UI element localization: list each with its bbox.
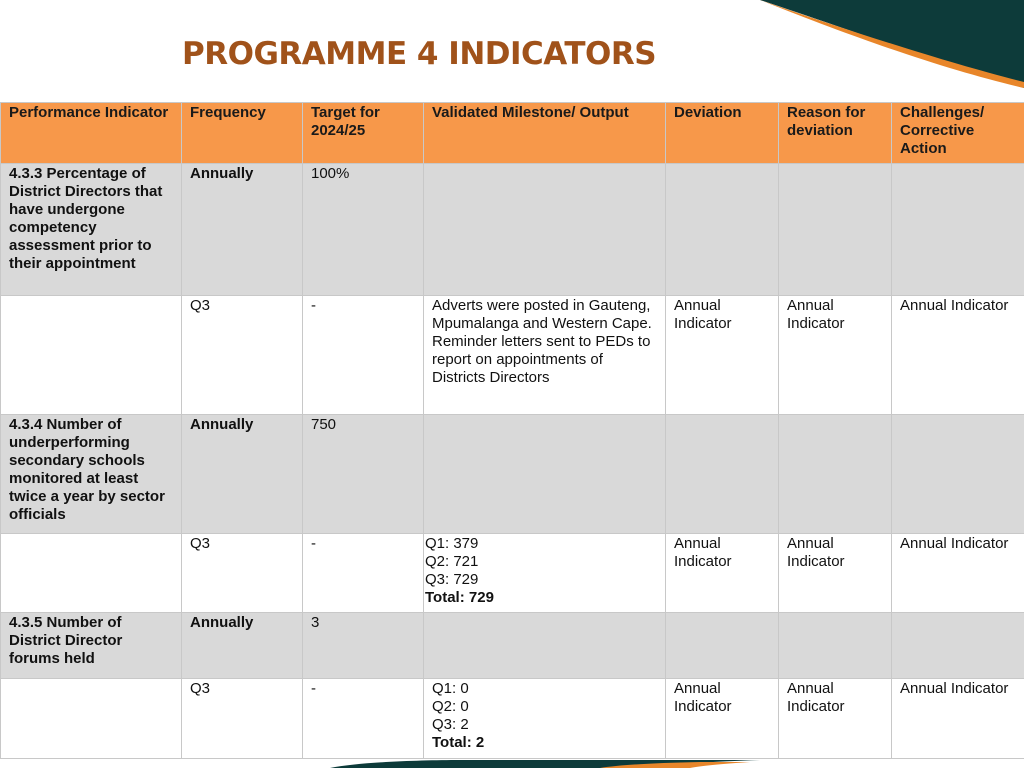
deviation-cell — [666, 613, 779, 679]
challenges-cell — [892, 164, 1024, 296]
table-row-quarter — [1, 534, 1024, 613]
reason-cell: Annual Indicator — [779, 534, 892, 613]
milestone-cell — [424, 679, 666, 759]
target-cell: 750 — [303, 415, 424, 534]
table-row-indicator — [1, 613, 1024, 679]
milestone-cell — [424, 613, 666, 679]
indicator-cell: 4.3.5 Number of District Director forums held — [1, 613, 182, 679]
milestone-line: Q3: 2 — [432, 716, 469, 733]
milestone-line: Q3: 729 — [425, 571, 479, 588]
challenges-cell: Annual Indicator — [892, 534, 1024, 613]
indicator-cell — [1, 296, 182, 415]
milestone-cell — [424, 164, 666, 296]
target-cell: - — [303, 679, 424, 759]
target-cell: - — [303, 296, 424, 415]
deviation-cell — [666, 415, 779, 534]
indicator-cell: 4.3.4 Number of underperforming secondary schools monitored at least twice a year by sector officials — [1, 415, 182, 534]
reason-cell: Annual Indicator — [779, 679, 892, 759]
table-header-row — [1, 103, 1024, 164]
deviation-cell — [666, 164, 779, 296]
milestone-cell — [424, 296, 666, 415]
reason-cell — [779, 415, 892, 534]
target-cell: 3 — [303, 613, 424, 679]
indicator-cell — [1, 534, 182, 613]
milestone-line: Q1: 379 — [425, 535, 479, 552]
frequency-cell: Q3 — [182, 679, 303, 759]
decorative-bottom-strip — [0, 758, 1024, 768]
challenges-cell — [892, 613, 1024, 679]
table-row-indicator — [1, 164, 1024, 296]
header-target: Target for 2024/25 — [303, 103, 424, 164]
table-row-quarter — [1, 679, 1024, 759]
reason-cell — [779, 164, 892, 296]
indicator-cell — [1, 679, 182, 759]
challenges-cell: Annual Indicator — [892, 296, 1024, 415]
header-frequency: Frequency — [182, 103, 303, 164]
frequency-cell: Q3 — [182, 534, 303, 613]
reason-cell: Annual Indicator — [779, 296, 892, 415]
milestone-line: Q2: 0 — [432, 698, 469, 715]
milestone-text: Adverts were posted in Gauteng, Mpumalanga and Western Cape. Reminder letters sent to PEDs to report on appointments of Districts Directors — [432, 297, 652, 386]
deviation-cell: Annual Indicator — [666, 679, 779, 759]
deviation-cell: Annual Indicator — [666, 296, 779, 415]
frequency-cell: Annually — [182, 613, 303, 679]
header-milestone: Validated Milestone/ Output — [424, 103, 666, 164]
target-cell: - — [303, 534, 424, 613]
target-cell: 100% — [303, 164, 424, 296]
page-title: PROGRAMME 4 INDICATORS — [182, 36, 657, 72]
reason-cell — [779, 613, 892, 679]
header-performance-indicator: Performance Indicator — [1, 103, 182, 164]
header-deviation: Deviation — [666, 103, 779, 164]
table-row-quarter — [1, 296, 1024, 415]
indicators-table — [0, 102, 1024, 759]
table-row-indicator — [1, 415, 1024, 534]
milestone-cell — [424, 534, 666, 613]
milestone-total: Total: 2 — [432, 734, 485, 751]
deviation-cell: Annual Indicator — [666, 534, 779, 613]
indicator-cell: 4.3.3 Percentage of District Directors that have undergone competency assessment prior to their appointment — [1, 164, 182, 296]
challenges-cell: Annual Indicator — [892, 679, 1024, 759]
header-reason: Reason for deviation — [779, 103, 892, 164]
frequency-cell: Annually — [182, 415, 303, 534]
header-challenges: Challenges/ Corrective Action — [892, 103, 1024, 164]
frequency-cell: Q3 — [182, 296, 303, 415]
milestone-line: Q1: 0 — [432, 680, 469, 697]
frequency-cell: Annually — [182, 164, 303, 296]
challenges-cell — [892, 415, 1024, 534]
milestone-total: Total: 729 — [425, 589, 494, 606]
milestone-line: Q2: 721 — [425, 553, 479, 570]
milestone-cell — [424, 415, 666, 534]
